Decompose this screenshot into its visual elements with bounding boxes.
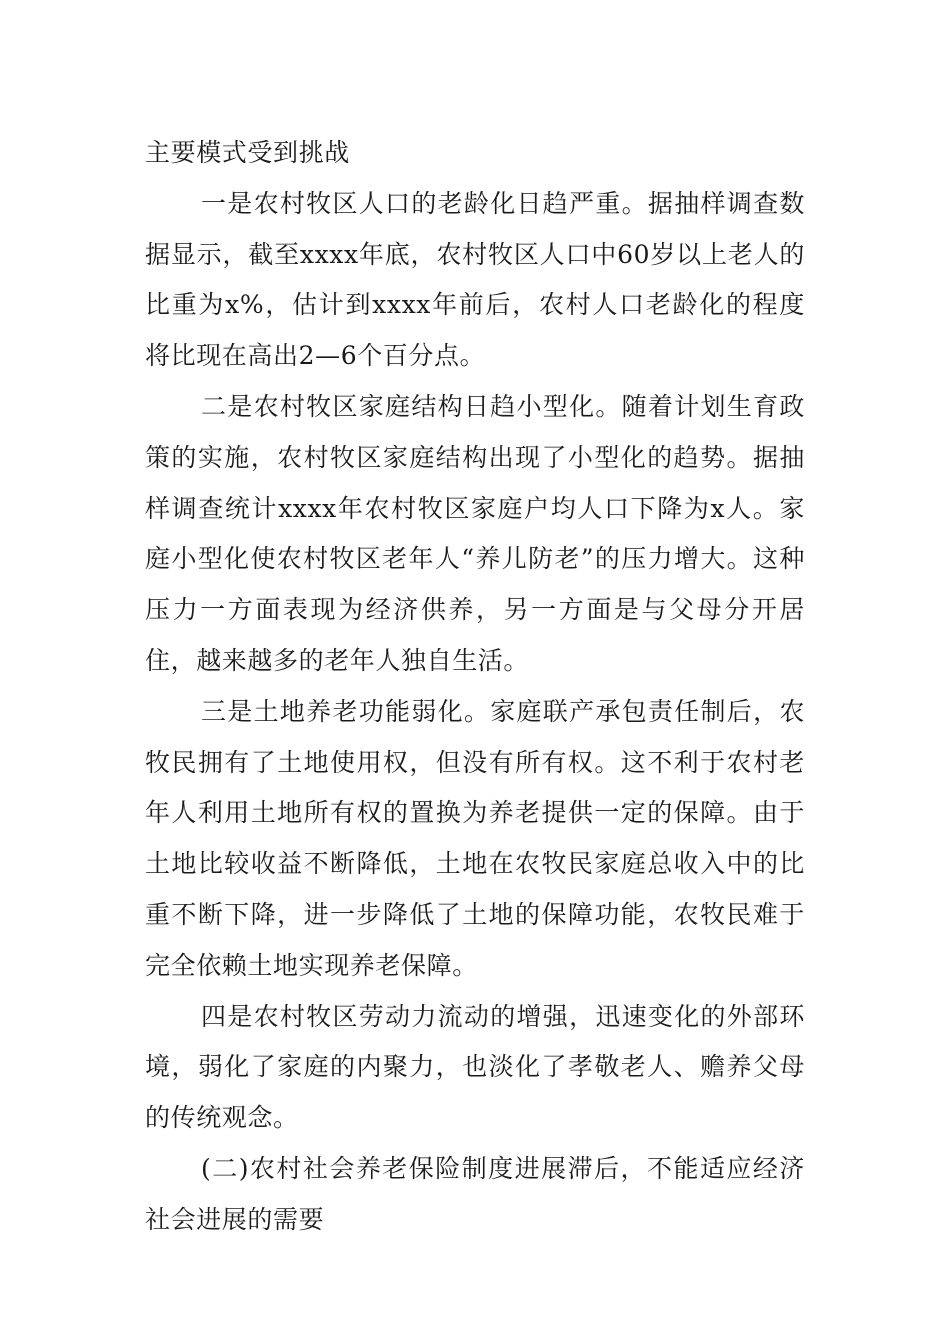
paragraph-aging-population: 一是农村牧区人口的老龄化日趋严重。据抽样调查数据显示，截至xxxx年底，农村牧区人口中60岁以上老人的比重为x%，估计到xxxx年前后，农村人口老龄化的程度将比现在高出2—6个百分点。: [145, 188, 805, 371]
paragraph-heading-continuation: 主要模式受到挑战: [145, 138, 350, 167]
paragraph-section-heading: (二)农村社会养老保险制度进展滞后，不能适应经济社会进展的需要: [145, 1153, 805, 1234]
paragraph-family-structure: 二是农村牧区家庭结构日趋小型化。随着计划生育政策的实施，农村牧区家庭结构出现了小型化的趋势。据抽样调查统计xxxx年农村牧区家庭户均人口下降为x人。家庭小型化使农村牧区老年人“养儿防老”的压力增大。这种压力一方面表现为经济供养，另一方面是与父母分开居住，越来越多的老年人独自生活。: [145, 391, 805, 675]
paragraph-labor-mobility: 四是农村牧区劳动力流动的增强，迅速变化的外部环境，弱化了家庭的内聚力，也淡化了孝敬老人、赡养父母的传统观念。: [145, 1001, 805, 1133]
paragraph-land-pension: 三是土地养老功能弱化。家庭联产承包责任制后，农牧民拥有了土地使用权，但没有所有权。这不利于农村老年人利用土地所有权的置换为养老提供一定的保障。由于土地比较收益不断降低，土地在农牧民家庭总收入中的比重不断下降，进一步降低了土地的保障功能，农牧民难于完全依赖土地实现养老保障。: [145, 696, 805, 980]
document-body: [145, 128, 805, 1246]
